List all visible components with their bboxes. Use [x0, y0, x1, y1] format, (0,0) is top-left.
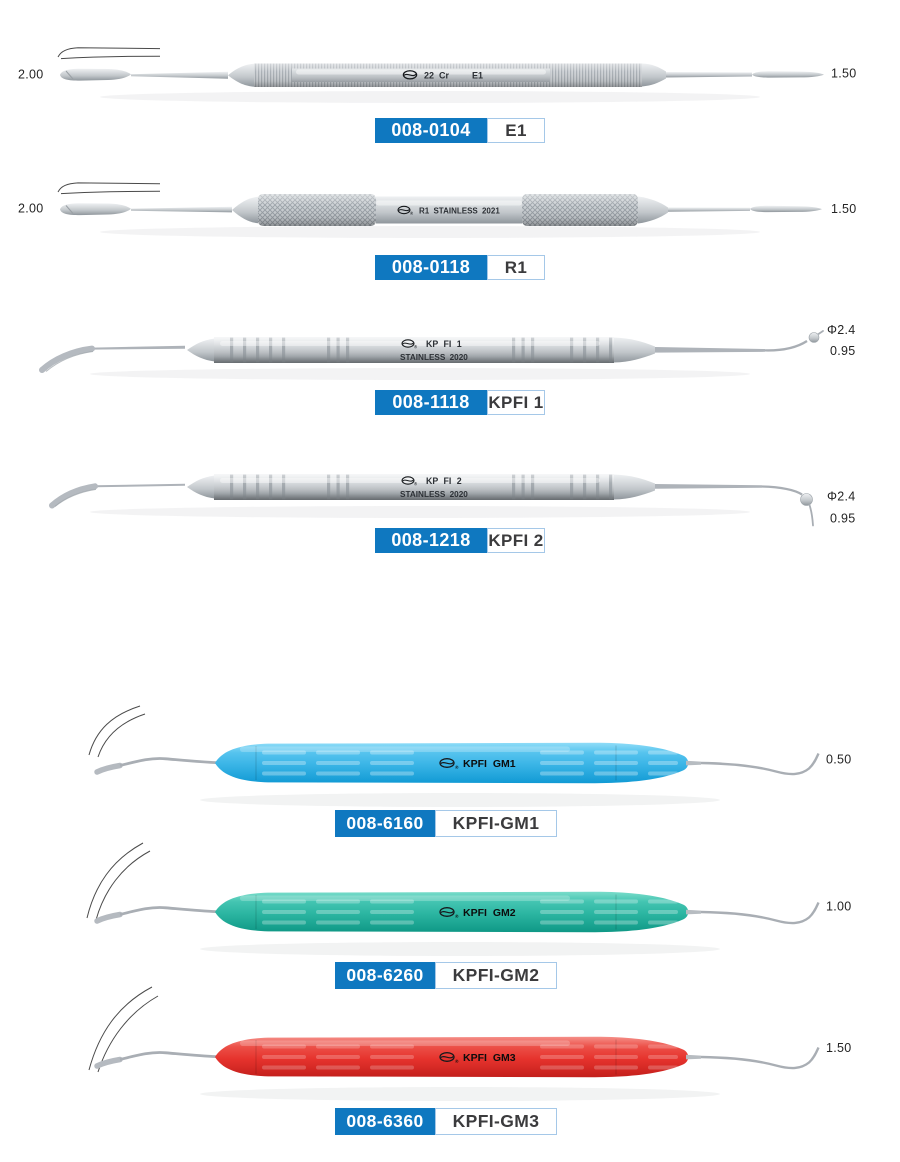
- instrument-r1: [18, 183, 857, 238]
- right-blade: [752, 71, 824, 77]
- shadow: [100, 91, 760, 103]
- measurement-label: 0.95: [830, 344, 856, 358]
- right-tip-nub: [819, 331, 824, 334]
- product-code-badge: 008-1218: [375, 528, 487, 553]
- metal-neck: [686, 1055, 701, 1060]
- left-blade: [60, 69, 131, 81]
- left-shaft: [120, 1052, 216, 1059]
- tip-profile-sketch: [58, 48, 160, 59]
- handle-marking: KP FI 2: [426, 475, 462, 486]
- metal-neck: [686, 910, 701, 915]
- left-tip: [97, 766, 120, 773]
- left-shaft: [131, 72, 228, 79]
- left-shaft: [95, 484, 185, 488]
- left-shaft: [92, 346, 185, 350]
- product-code-badge: 008-0104: [375, 118, 487, 143]
- measurement-label: 1.50: [831, 66, 857, 81]
- handle-cone-left: [187, 339, 214, 362]
- product-label-e1: [375, 118, 545, 143]
- handle-marking: KPFI GM2: [463, 906, 516, 919]
- product-code-badge: 008-0118: [375, 255, 487, 280]
- product-code-badge: 008-6160: [335, 810, 435, 837]
- left-tip: [97, 1060, 120, 1067]
- left-shaft: [131, 207, 232, 213]
- product-code-badge: 008-1118: [375, 390, 487, 415]
- handle-marking-2: STAINLESS 2020: [400, 490, 468, 499]
- right-tip-ball: [801, 494, 813, 506]
- product-label-kpfi-gm3: [335, 1108, 557, 1135]
- handle-cone-right: [614, 338, 655, 363]
- metal-neck: [686, 761, 701, 766]
- product-label-r1: [375, 255, 545, 280]
- product-name-badge: KPFI-GM1: [435, 810, 557, 837]
- product-code-badge: 008-6260: [335, 962, 435, 989]
- product-label-kpfi2: [375, 528, 545, 553]
- handle-marking: KP FI 1: [426, 338, 462, 349]
- product-name-badge: KPFI-GM2: [435, 962, 557, 989]
- handle-cone-left: [228, 64, 254, 87]
- measurement-label: Φ2.4: [827, 323, 856, 337]
- handle-marking: 22 Cr: [424, 70, 450, 81]
- left-tip: [97, 915, 120, 922]
- product-code-badge: 008-6360: [335, 1108, 435, 1135]
- handle-cone-right: [614, 475, 655, 500]
- right-shaft: [666, 72, 752, 78]
- instrument-kpfi-gm2: [87, 843, 852, 956]
- measurement-label: 1.00: [826, 899, 852, 914]
- measurement-label: 1.50: [831, 202, 857, 216]
- handle-cone-right: [642, 64, 666, 87]
- instrument-kpfi1: [42, 323, 856, 380]
- measurement-label: 1.50: [826, 1041, 852, 1055]
- measurement-label: 2.00: [18, 67, 44, 82]
- measurement-label: 2.00: [18, 201, 44, 216]
- registered-mark: ®: [455, 1059, 459, 1064]
- instrument-kpfi2: [52, 474, 856, 526]
- product-name-badge: KPFI-GM3: [435, 1108, 557, 1135]
- registered-mark: ®: [455, 765, 459, 770]
- handle-cone-left: [232, 197, 258, 223]
- product-name-badge: R1: [487, 255, 545, 280]
- handle-marking-2: E1: [472, 70, 484, 81]
- handle-marking: KPFI GM3: [463, 1051, 516, 1064]
- right-shaft: [655, 347, 765, 353]
- measurement-label: 0.50: [826, 752, 852, 767]
- shadow: [200, 942, 720, 956]
- tip-profile-sketch: [89, 706, 145, 757]
- left-shaft: [120, 758, 216, 765]
- right-tip-neck: [762, 487, 802, 495]
- instrument-kpfi-gm3: [89, 987, 852, 1101]
- shadow: [90, 506, 750, 518]
- right-tip: [701, 754, 819, 775]
- registered-mark: ®: [414, 481, 418, 487]
- shadow: [100, 226, 760, 238]
- measurement-label: Φ2.4: [827, 489, 856, 504]
- left-tip: [42, 349, 92, 370]
- product-name-badge: KPFI 1: [487, 390, 545, 415]
- right-blade: [750, 206, 822, 212]
- handle-marking-2: STAINLESS 2020: [400, 353, 468, 362]
- right-tip-ball: [809, 333, 819, 343]
- registered-mark: ®: [410, 211, 414, 216]
- right-tip: [701, 1048, 819, 1069]
- tip-profile-sketch: [58, 183, 160, 194]
- shadow: [200, 793, 720, 807]
- shadow: [90, 368, 750, 380]
- right-tip: [701, 903, 819, 924]
- left-blade: [60, 203, 131, 215]
- product-label-kpfi-gm1: [335, 810, 557, 837]
- handle-cone-right: [638, 197, 668, 224]
- product-name-badge: KPFI 2: [487, 528, 545, 553]
- right-shaft: [655, 484, 762, 489]
- handle-marking: KPFI GM1: [463, 757, 516, 770]
- product-name-badge: E1: [487, 118, 545, 143]
- measurement-label: 0.95: [830, 511, 856, 526]
- shadow: [200, 1087, 720, 1101]
- right-shaft: [668, 208, 750, 212]
- registered-mark: ®: [455, 914, 459, 919]
- right-tip-neck: [765, 341, 807, 350]
- right-tip-stem: [810, 505, 814, 526]
- instrument-e1: [18, 48, 857, 103]
- registered-mark: ®: [414, 344, 418, 350]
- instrument-kpfi-gm1: [89, 706, 852, 807]
- handle-cone-left: [187, 476, 214, 499]
- handle-marking: R1 STAINLESS 2021: [419, 206, 500, 216]
- product-label-kpfi-gm2: [335, 962, 557, 989]
- left-shaft: [120, 907, 216, 914]
- product-label-kpfi1: [375, 390, 545, 415]
